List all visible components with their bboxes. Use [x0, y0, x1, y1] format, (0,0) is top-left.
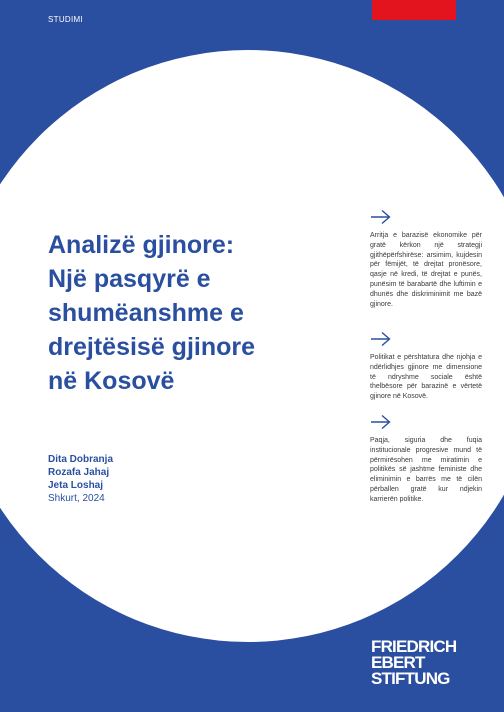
publication-date: Shkurt, 2024 [48, 493, 105, 504]
author-name: Jeta Loshaj [48, 480, 104, 491]
title-line: shumëanshme e [48, 299, 244, 327]
highlight-item [370, 414, 482, 505]
highlight-text: Arritja e barazisë ekonomike për gratë kërkon një strategji gjithëpërfshirëse: arsimim, kujdesin për fëmijët, të drejtat pronësore, qasje në kredi, të drejtat e punës, punësim të barabartë dhe luftimin e dhunës dhe diskriminimit me bazë gjinore. [370, 232, 482, 308]
highlight-text: Paqja, siguria dhe fuqia institucionale progresive mund të përmirësohen me miratimin e politikës së jashtme feministe dhe eliminimin e barrës me të cilën përballen gratë kur ndjekin karrierën politike. [370, 437, 482, 503]
logo-line: FRIEDRICH [371, 637, 457, 656]
red-accent-tab [372, 0, 456, 20]
title-line: Një pasqyrë e [48, 265, 211, 293]
title-line: në Kosovë [48, 367, 175, 395]
author-block [48, 453, 113, 505]
author-name: Dita Dobranja [48, 454, 114, 465]
fes-logo [371, 639, 456, 687]
arrow-right-icon [370, 414, 392, 430]
title-line: drejtësisë gjinore [48, 333, 256, 361]
logo-line: STIFTUNG [371, 669, 450, 688]
highlight-text: Politikat e përshtatura dhe njohja e ndërlidhjes gjinore me dimensione të ndryshme sociale është thelbësore për barazinë e vërtetë gjinore në Kosovë. [370, 354, 482, 401]
document-title [48, 228, 308, 398]
author-name: Rozafa Jahaj [48, 467, 110, 478]
category-label: STUDIMI [48, 15, 83, 24]
arrow-right-icon [370, 331, 392, 347]
logo-line: EBERT [371, 653, 425, 672]
highlight-item [370, 209, 482, 309]
arrow-right-icon [370, 209, 392, 225]
title-line: Analizë gjinore: [48, 231, 235, 259]
highlight-item [370, 331, 482, 402]
